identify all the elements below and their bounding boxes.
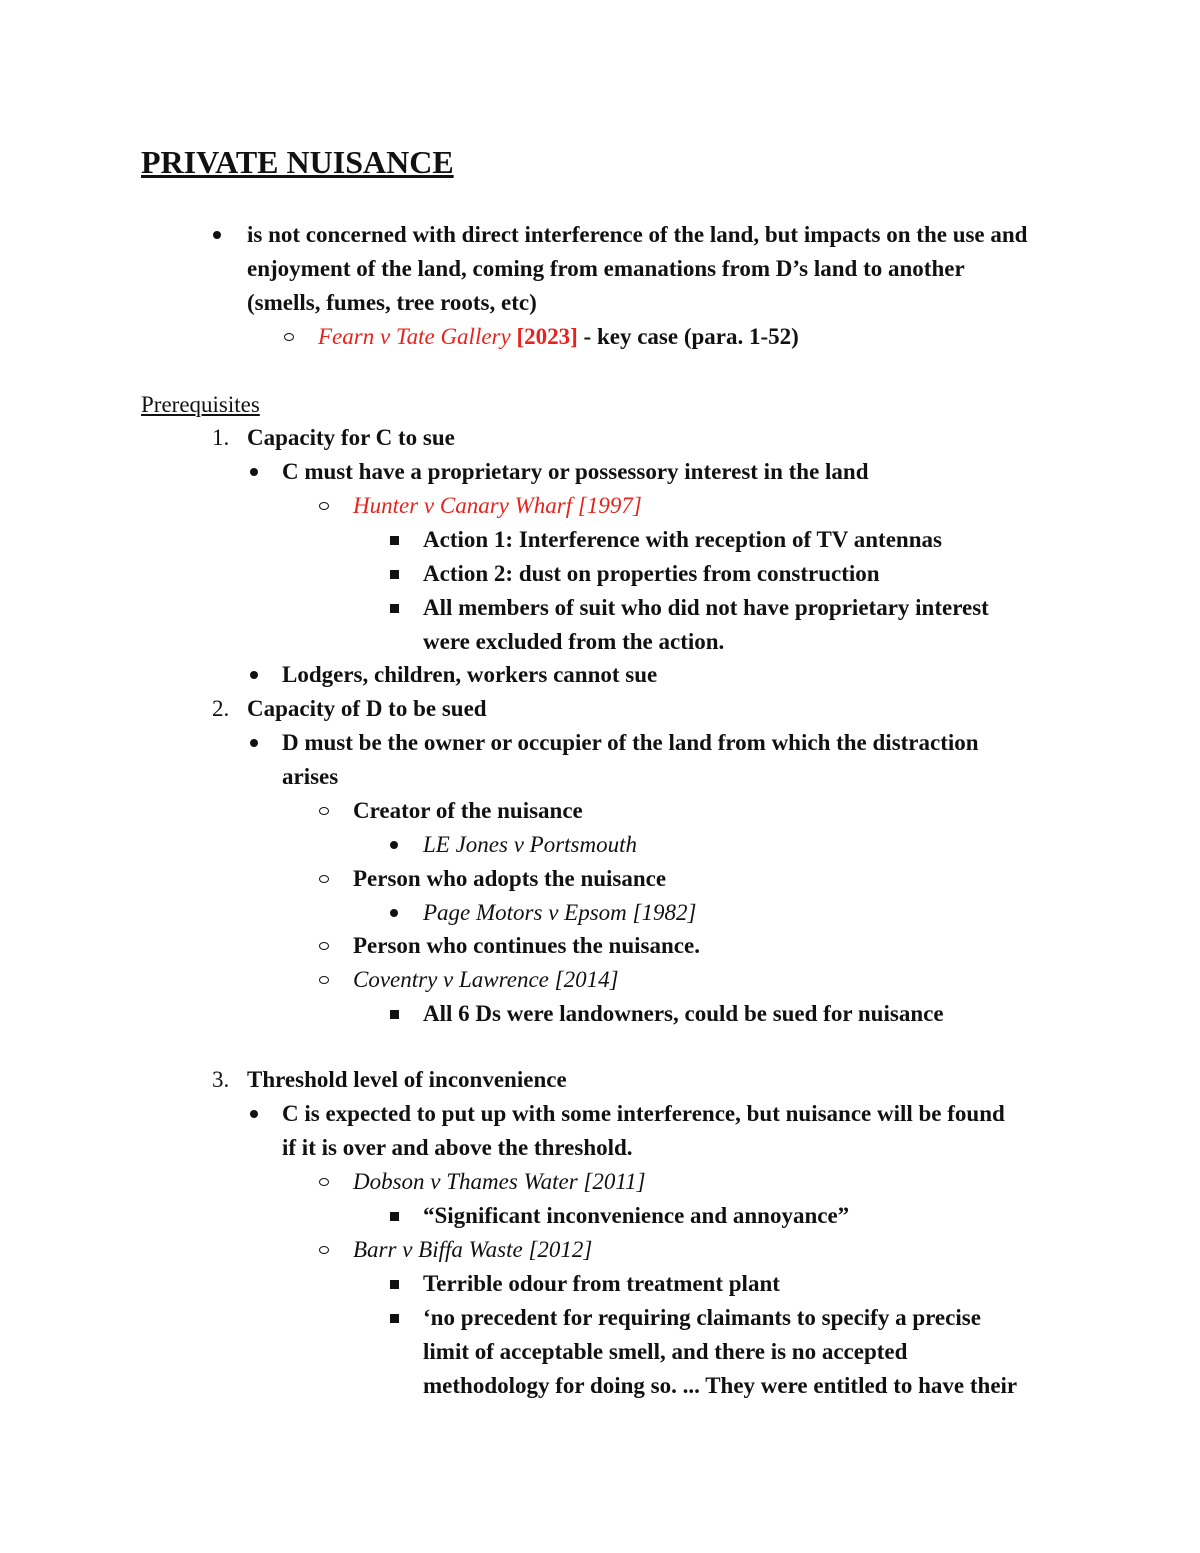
prerequisites-heading: Prerequisites xyxy=(141,392,260,417)
list-item: All 6 Ds were landowners, could be sued for nuisance xyxy=(423,1001,944,1026)
section-heading: Capacity of D to be sued xyxy=(247,696,487,721)
list-item-continued: if it is over and above the threshold. xyxy=(282,1135,633,1160)
bullet-circle-icon xyxy=(319,963,329,997)
key-case-year: [2023] xyxy=(516,324,578,349)
bullet-disc-icon xyxy=(250,1097,258,1131)
case-citation: Hunter v Canary Wharf [1997] xyxy=(353,493,642,518)
bullet-disc-icon xyxy=(250,658,258,692)
section-number: 3. xyxy=(212,1067,230,1092)
bullet-square-icon xyxy=(390,557,399,591)
case-citation: Page Motors v Epsom [1982] xyxy=(423,900,697,925)
list-item-continued: limit of acceptable smell, and there is no accepted xyxy=(423,1339,908,1364)
list-item: C must have a proprietary or possessory interest in the land xyxy=(282,459,869,484)
bullet-disc-icon xyxy=(250,455,258,489)
list-item: C is expected to put up with some interference, but nuisance will be found xyxy=(282,1101,1005,1126)
bullet-circle-icon xyxy=(319,489,329,523)
list-item-continued: arises xyxy=(282,764,339,789)
bullet-circle-icon xyxy=(284,320,294,354)
bullet-square-icon xyxy=(390,523,399,557)
bullet-square-icon xyxy=(390,997,399,1031)
key-case-note: - key case (para. 1-52) xyxy=(577,324,799,349)
case-citation: LE Jones v Portsmouth xyxy=(423,832,638,857)
list-item: Action 2: dust on properties from construction xyxy=(423,561,880,586)
list-item-continued: were excluded from the action. xyxy=(423,629,725,654)
case-citation: Coventry v Lawrence [2014] xyxy=(353,967,619,992)
intro-line-2: enjoyment of the land, coming from emanations from D’s land to another xyxy=(247,256,965,281)
case-citation: Barr v Biffa Waste [2012] xyxy=(353,1237,593,1262)
list-item: D must be the owner or occupier of the land from which the distraction xyxy=(282,730,979,755)
section-number: 2. xyxy=(212,696,230,721)
bullet-disc-icon xyxy=(390,828,398,862)
bullet-circle-icon xyxy=(319,1233,329,1267)
list-item: Person who adopts the nuisance xyxy=(353,866,667,891)
bullet-square-icon xyxy=(390,1199,399,1233)
intro-line-3: (smells, fumes, tree roots, etc) xyxy=(247,290,537,315)
section-heading: Threshold level of inconvenience xyxy=(247,1067,567,1092)
list-item: Lodgers, children, workers cannot sue xyxy=(282,662,658,687)
bullet-circle-icon xyxy=(319,929,329,963)
list-item: ‘no precedent for requiring claimants to specify a precise xyxy=(423,1305,981,1330)
list-item: All members of suit who did not have proprietary interest xyxy=(423,595,989,620)
list-item: Action 1: Interference with reception of TV antennas xyxy=(423,527,942,552)
list-item-continued: methodology for doing so. ... They were entitled to have their xyxy=(423,1373,1018,1398)
bullet-circle-icon xyxy=(319,862,329,896)
bullet-disc-icon xyxy=(213,218,221,252)
bullet-circle-icon xyxy=(319,1165,329,1199)
case-citation: Dobson v Thames Water [2011] xyxy=(353,1169,646,1194)
bullet-square-icon xyxy=(390,591,399,625)
list-item: Person who continues the nuisance. xyxy=(353,933,700,958)
list-item: Terrible odour from treatment plant xyxy=(423,1271,780,1296)
bullet-disc-icon xyxy=(250,726,258,760)
section-number: 1. xyxy=(212,425,230,450)
bullet-square-icon xyxy=(390,1267,399,1301)
bullet-square-icon xyxy=(390,1301,399,1335)
key-case-line xyxy=(318,320,799,354)
intro-line-1: is not concerned with direct interference of the land, but impacts on the use and xyxy=(247,222,1028,247)
page-title: PRIVATE NUISANCE xyxy=(141,144,454,180)
section-heading: Capacity for C to sue xyxy=(247,425,455,450)
key-case-name: Fearn v Tate Gallery xyxy=(318,324,511,349)
list-item: “Significant inconvenience and annoyance” xyxy=(423,1203,850,1228)
bullet-circle-icon xyxy=(319,794,329,828)
list-item: Creator of the nuisance xyxy=(353,798,583,823)
bullet-disc-icon xyxy=(390,896,398,930)
